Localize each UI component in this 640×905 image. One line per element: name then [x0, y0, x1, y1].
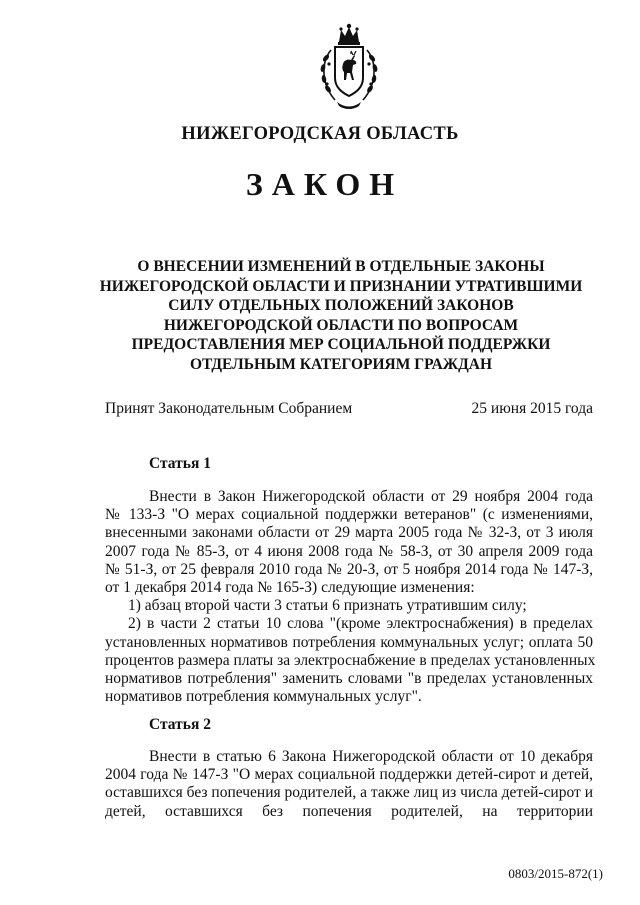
document-type-heading: ЗАКОН [245, 166, 404, 202]
region-heading: НИЖЕГОРОДСКАЯ ОБЛАСТЬ [181, 124, 459, 144]
law-title-line: ОТДЕЛЬНЫМ КАТЕГОРИЯМ ГРАЖДАН [189, 355, 493, 373]
law-title-line: СИЛУ ОТДЕЛЬНЫХ ПОЛОЖЕНИЙ ЗАКОНОВ [168, 297, 514, 314]
text-line: детей, оставшихся без попечения родителей, на территории [105, 802, 593, 820]
text-line: Внести в Закон Нижегородской области от 29 ноября 2004 года [149, 488, 593, 505]
text-line: 2007 года № 85-З, от 4 июня 2008 года № 58-З, от 30 апреля 2009 года [105, 542, 593, 560]
coat-of-arms-icon [313, 22, 385, 112]
text-line: внесенными законами области от 29 марта 2005 года № 32-З, от 3 июля [105, 524, 593, 542]
text-line: 1) абзац второй части 3 статьи 6 признать утратившим силу; [128, 597, 527, 615]
document-number: 0803/2015-872(1) [508, 866, 603, 881]
adoption-line [105, 400, 593, 418]
text-line: нормативов потребления" заменить словами "в пределах установленных [105, 670, 593, 688]
adoption-date: 25 июня 2015 года [471, 400, 593, 417]
law-title-line: О ВНЕСЕНИИ ИЗМЕНЕНИЙ В ОТДЕЛЬНЫЕ ЗАКОНЫ [137, 258, 545, 275]
law-title-line: НИЖЕГОРОДСКОЙ ОБЛАСТИ И ПРИЗНАНИИ УТРАТИВШИМИ [99, 277, 583, 295]
article-1-text [105, 488, 596, 706]
article-2-heading: Статья 2 [149, 716, 211, 733]
text-line: № 51-З, от 25 февраля 2010 года № 20-З, от 5 ноября 2014 года № 147-З, [105, 560, 593, 578]
text-line: от 1 декабря 2014 года № 165-З) следующие изменения: [105, 579, 475, 597]
article-2-text [105, 748, 593, 821]
text-line: оставшихся без попечения родителей, а также лиц из числа детей-сирот и [105, 784, 593, 802]
law-title-line: ПРЕДОСТАВЛЕНИЯ МЕР СОЦИАЛЬНОЙ ПОДДЕРЖКИ [131, 336, 551, 353]
text-line: Внести в статью 6 Закона Нижегородской области от 10 декабря [149, 748, 593, 765]
text-line: 2004 года № 147-З "О мерах социальной поддержки детей-сирот и детей, [105, 766, 593, 784]
article-1-heading: Статья 1 [149, 455, 211, 472]
text-line: нормативов потребления коммунальных услуг". [105, 688, 422, 706]
text-line: № 133-З "О мерах социальной поддержки ветеранов" (с изменениями, [105, 506, 593, 524]
law-title [95, 257, 587, 374]
text-line: процентов размера платы за электроснабжение в пределах установленных [105, 651, 596, 669]
adopting-body: Принят Законодательным Собранием [105, 400, 353, 417]
law-title-line: НИЖЕГОРОДСКОЙ ОБЛАСТИ ПО ВОПРОСАМ [163, 316, 519, 334]
text-line: установленных нормативов потребления коммунальных услуг; оплата 50 [105, 633, 593, 651]
text-line: 2) в части 2 статьи 10 слова "(кроме электроснабжения) в пределах [128, 615, 593, 633]
